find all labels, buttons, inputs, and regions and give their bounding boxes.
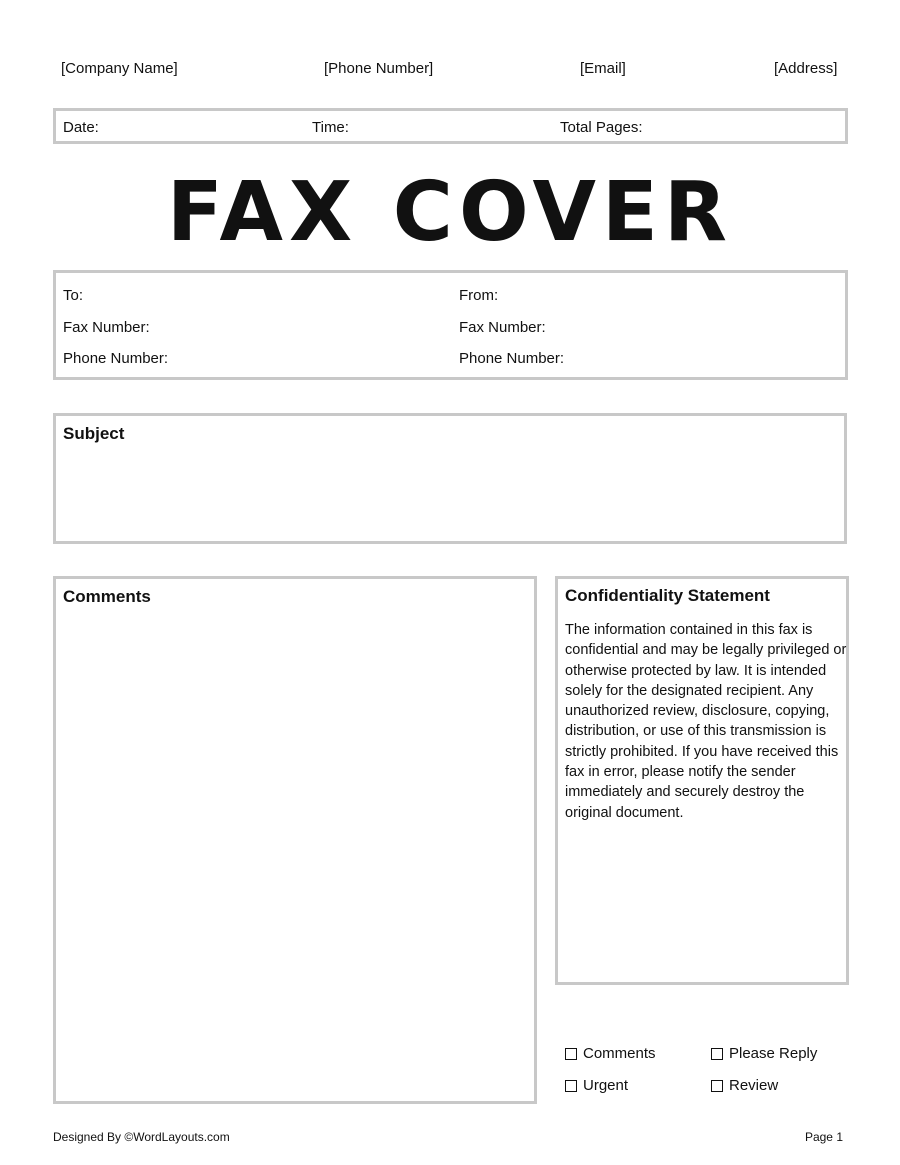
contact-box — [53, 270, 848, 380]
from-fax-label: Fax Number: — [459, 319, 546, 336]
footer-credit: Designed By ©WordLayouts.com — [53, 1130, 230, 1144]
subject-label: Subject — [63, 424, 125, 443]
meta-row-box — [53, 108, 848, 144]
to-label: To: — [63, 287, 84, 304]
date-label: Date: — [63, 119, 99, 136]
checkbox-icon — [565, 1048, 577, 1060]
checkbox-label: Review — [729, 1077, 779, 1094]
checkbox-review[interactable] — [711, 1077, 778, 1094]
checkbox-urgent[interactable] — [565, 1077, 628, 1094]
checkbox-icon — [565, 1080, 577, 1092]
checkbox-label: Urgent — [583, 1077, 629, 1094]
company-phone: [Phone Number] — [324, 60, 434, 77]
checkbox-comments[interactable] — [565, 1045, 656, 1062]
page-number: Page 1 — [804, 1130, 843, 1144]
from-phone-label: Phone Number: — [459, 350, 565, 367]
checkbox-icon — [711, 1080, 723, 1092]
checkbox-please-reply[interactable] — [711, 1045, 817, 1062]
from-label: From: — [459, 287, 499, 304]
comments-box[interactable] — [53, 576, 537, 1104]
to-phone-label: Phone Number: — [63, 350, 169, 367]
page-title: FAX COVER — [166, 165, 734, 260]
company-address: [Address] — [774, 60, 838, 77]
confidentiality-box — [555, 576, 849, 985]
company-email: [Email] — [580, 60, 626, 77]
to-fax-label: Fax Number: — [63, 319, 150, 336]
checkbox-label: Please Reply — [729, 1045, 818, 1062]
confidentiality-text: The information contained in this fax is confidential and may be legally privileged or otherwise protected by law. It is intended solely for the designated recipient. Any unauthorized review, disclosure, copying, distribution, or use of this transmission is strictly prohibited. If you have received this fax in error, please notify the sender immediately and securely destroy the original document. — [565, 622, 847, 821]
checkbox-label: Comments — [583, 1045, 656, 1062]
time-label: Time: — [312, 119, 349, 136]
checkbox-icon — [711, 1048, 723, 1060]
total-pages-label: Total Pages: — [560, 119, 643, 136]
comments-label: Comments — [63, 587, 151, 606]
confidentiality-heading: Confidentiality Statement — [565, 586, 770, 605]
company-name: [Company Name] — [61, 60, 178, 77]
subject-box[interactable] — [53, 413, 847, 544]
